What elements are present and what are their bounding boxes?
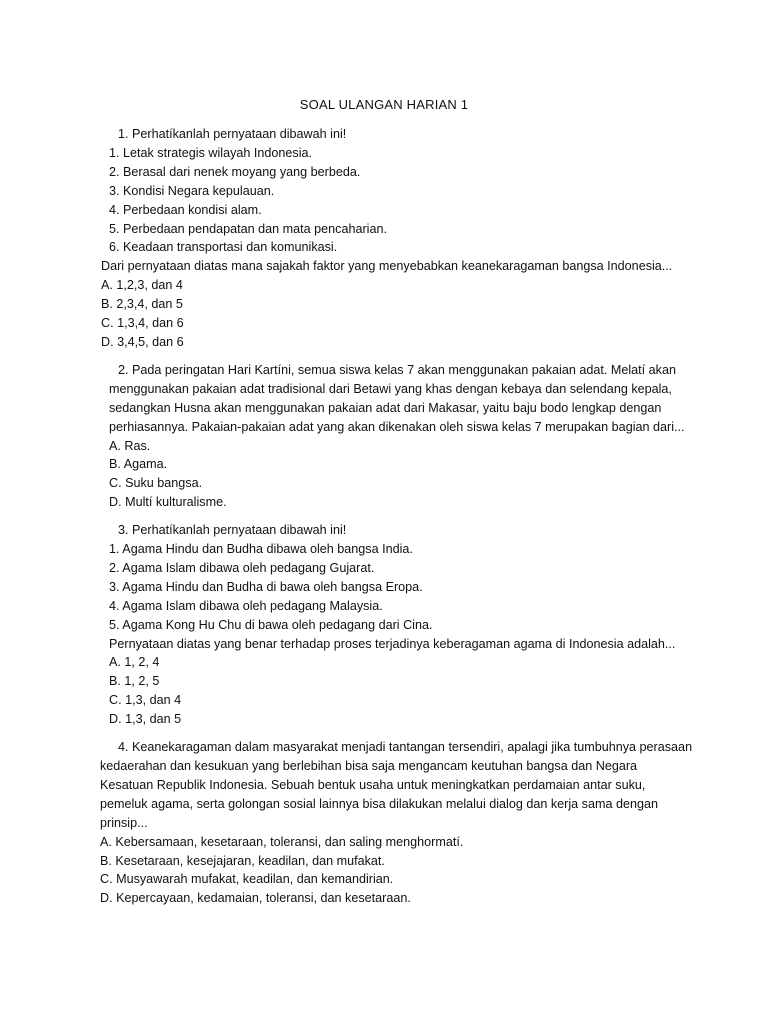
question-4-option: B. Kesetaraan, kesejajaran, keadilan, dan mufakat. (100, 853, 385, 868)
question-4-option: D. Kepercayaan, kedamaian, toleransi, dan kesetaraan. (100, 891, 411, 906)
question-4 (0, 738, 768, 908)
question-4-text: kedaerahan dan kesukuan yang berlebihan bisa saja mengancam keutuhan bangsa dan Negara (100, 759, 638, 773)
question-3-statement: 1. Agama Hindu dan Budha dibawa oleh bangsa India. (109, 542, 413, 557)
question-1-option: A. 1,2,3, dan 4 (101, 278, 183, 293)
question-2-text: sedangkan Husna akan menggunakan pakaian adat dari Makasar, yaitu baju bodo lengkap dengan (109, 400, 662, 415)
question-3-statement: 2. Agama Islam dibawa oleh pedagang Gujarat. (109, 560, 375, 575)
question-1-option: B. 2,3,4, dan 5 (101, 297, 183, 312)
question-2 (0, 361, 768, 512)
question-3-option: D. 1,3, dan 5 (109, 712, 182, 727)
question-3-stem: 3. Perhatíkanlah pernyataan dibawah ini! (118, 523, 347, 538)
question-1-statement: 2. Berasal dari nenek moyang yang berbeda. (109, 164, 361, 179)
question-4-option: A. Kebersamaan, kesetaraan, toleransi, dan saling menghormatí. (100, 834, 464, 849)
question-4-stem: 4. Keanekaragaman dalam masyarakat menjadi tantangan tersendiri, apalagi jika tumbuhnya perasaan (118, 740, 693, 755)
question-4-text: prinsip... (100, 815, 148, 830)
question-1-statement: 5. Perbedaan pendapatan dan mata pencaharian. (109, 221, 387, 236)
question-2-option: D. Multí kulturalisme. (109, 495, 227, 510)
question-3 (0, 521, 768, 729)
question-1-stem: 1. Perhatíkanlah pernyataan dibawah ini! (118, 127, 347, 141)
question-4-text: pemeluk agama, serta golongan sosial lainnya bisa dilakukan melalui dialog dan kerja sama dengan (100, 796, 658, 811)
question-3-prompt: Pernyataan diatas yang benar terhadap proses terjadinya keberagaman agama di Indonesia adalah... (109, 636, 676, 651)
question-2-text: menggunakan pakaian adat tradisional dari Betawi yang khas dengan kebaya dan selendang kepala, (109, 381, 672, 396)
question-2-option: C. Suku bangsa. (109, 476, 203, 491)
question-1-option: D. 3,4,5, dan 6 (101, 334, 184, 349)
question-3-statement: 5. Agama Kong Hu Chu di bawa oleh pedagang dari Cina. (109, 617, 433, 632)
question-3-statement: 3. Agama Hindu dan Budha di bawa oleh bangsa Eropa. (109, 579, 423, 594)
question-4-text: Kesatuan Republik Indonesia. Sebuah bentuk usaha untuk meningkatkan perdamaian antar suku, (100, 777, 646, 792)
document-title: SOAL ULANGAN HARIAN 1 (299, 97, 469, 112)
question-1-statement: 4. Perbedaan kondisi alam. (109, 202, 262, 217)
question-3-option: A. 1, 2, 4 (109, 655, 160, 670)
question-3-option: B. 1, 2, 5 (109, 674, 160, 689)
question-2-stem: 2. Pada peringatan Hari Kartíni, semua siswa kelas 7 akan menggunakan pakaian adat. Melatí akan (118, 362, 676, 377)
question-3-option: C. 1,3, dan 4 (109, 693, 182, 708)
question-2-text: perhiasannya. Pakaian-pakaian adat yang akan dikenakan oleh siswa kelas 7 merupakan bagian dari... (109, 419, 685, 434)
question-1-option: C. 1,3,4, dan 6 (101, 316, 184, 331)
question-2-option: B. Agama. (109, 457, 168, 472)
question-2-option: A. Ras. (109, 438, 151, 453)
question-1-statement: 6. Keadaan transportasi dan komunikasi. (109, 240, 338, 255)
question-1-statement: 1. Letak strategis wilayah Indonesia. (109, 145, 313, 160)
question-1-statement: 3. Kondisi Negara kepulauan. (109, 183, 275, 198)
question-1-prompt: Dari pernyataan diatas mana sajakah faktor yang menyebabkan keanekaragaman bangsa Indonesia... (101, 259, 673, 274)
question-3-statement: 4. Agama Islam dibawa oleh pedagang Malaysia. (109, 598, 383, 613)
question-1 (0, 125, 768, 352)
question-4-option: C. Musyawarah mufakat, keadilan, dan kemandirian. (100, 872, 394, 887)
